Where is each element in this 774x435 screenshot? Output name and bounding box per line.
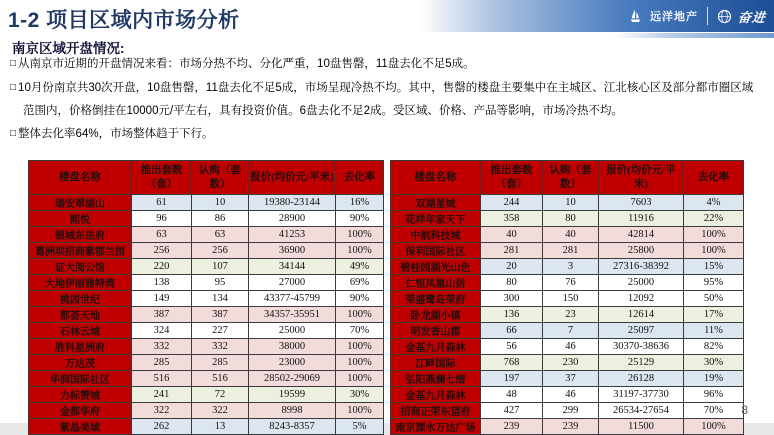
table-row [391,339,744,355]
units-purchased-cell: 80 [543,211,599,227]
units-offered-cell: 516 [132,371,192,387]
sail-logo-icon [627,8,644,25]
units-offered-cell: 20 [481,259,543,275]
section-heading: 南京区域开盘情况: [12,41,125,56]
bullet-item [10,53,758,77]
project-name-cell: 双湖星城 [391,195,481,211]
column-header: 报价(均价元/平米) [249,161,336,195]
units-offered-cell: 358 [481,211,543,227]
absorption-rate-cell: 100% [684,243,744,259]
column-header: 去化率 [336,161,384,195]
units-purchased-cell: 332 [192,339,249,355]
table-row [391,387,744,403]
asking-price-cell: 31197-37730 [599,387,684,403]
asking-price-cell: 23000 [249,355,336,371]
project-name-cell: 南京溧水万达广场 [391,419,481,435]
project-name-cell: 都荟天地 [29,307,132,323]
absorption-rate-cell: 96% [684,387,744,403]
units-offered-cell: 61 [132,195,192,211]
project-name-cell: 华润国际社区 [29,371,132,387]
absorption-rate-cell: 15% [684,259,744,275]
absorption-rate-cell: 100% [336,355,384,371]
units-purchased-cell: 76 [543,275,599,291]
table-row [29,211,384,227]
project-name-cell: 金基九月森林 [391,387,481,403]
units-purchased-cell: 227 [192,323,249,339]
asking-price-cell: 28502-29069 [249,371,336,387]
absorption-rate-cell: 95% [684,275,744,291]
column-header: 推出套数（套） [132,161,192,195]
asking-price-cell: 36900 [249,243,336,259]
bullet-square-icon: □ [10,81,17,93]
project-name-cell: 中航科技城 [391,227,481,243]
absorption-rate-cell: 100% [336,403,384,419]
units-purchased-cell: 516 [192,371,249,387]
units-offered-cell: 768 [481,355,543,371]
project-name-cell: 保利国际社区 [391,243,481,259]
asking-price-cell: 38000 [249,339,336,355]
units-purchased-cell: 134 [192,291,249,307]
units-purchased-cell: 107 [192,259,249,275]
brand-slogan: 奋进 [737,9,767,25]
table-row [391,307,744,323]
units-offered-cell: 138 [132,275,192,291]
table-row [29,307,384,323]
absorption-rate-cell: 90% [336,291,384,307]
table-row [29,371,384,387]
units-purchased-cell: 7 [543,323,599,339]
asking-price-cell: 43377-45799 [249,291,336,307]
header-brand-band [420,0,774,32]
project-name-cell: 葛洲坝招商紫郡兰园 [29,243,132,259]
units-offered-cell: 239 [481,419,543,435]
units-purchased-cell: 10 [192,195,249,211]
project-name-cell: 招商正荣东望府 [391,403,481,419]
units-purchased-cell: 10 [543,195,599,211]
units-offered-cell: 66 [481,323,543,339]
table-row [29,243,384,259]
asking-price-cell: 12092 [599,291,684,307]
project-name-cell: 明发香山郡 [391,323,481,339]
units-purchased-cell: 230 [543,355,599,371]
bullet-text: 10月份南京共30次开盘，10盘售罄，11盘去化不足5成，市场呈现冷热不均。其中，售罄的楼盘主要集中在主城区、江北核心区及部分都市圈区域范围内，价格倒挂在10000元/平左右，具有投资价值。6盘去化不足2成。受区域、价格、产品等影响，市场冷热不均。 [18,81,754,117]
units-offered-cell: 56 [481,339,543,355]
table-row [29,323,384,339]
units-offered-cell: 256 [132,243,192,259]
project-name-cell: 熙悦 [29,211,132,227]
column-header: 推出套数（套） [481,161,543,195]
project-name-cell: 力标赞城 [29,387,132,403]
project-name-cell: 证大阅公馆 [29,259,132,275]
header-row [29,161,384,195]
table-row [391,419,744,435]
units-purchased-cell: 46 [543,339,599,355]
units-offered-cell: 40 [481,227,543,243]
project-name-cell: 万达茂 [29,355,132,371]
table-row [29,291,384,307]
left-market-table [28,160,384,435]
absorption-rate-cell: 4% [684,195,744,211]
asking-price-cell: 41253 [249,227,336,243]
table-row [391,195,744,211]
absorption-rate-cell: 100% [336,339,384,355]
asking-price-cell: 25097 [599,323,684,339]
units-purchased-cell: 13 [192,419,249,435]
units-offered-cell: 96 [132,211,192,227]
bullet-list [10,53,758,146]
absorption-rate-cell: 50% [684,291,744,307]
units-purchased-cell: 46 [543,387,599,403]
project-name-cell: 桃园世纪 [29,291,132,307]
units-offered-cell: 262 [132,419,192,435]
absorption-rate-cell: 100% [684,419,744,435]
units-purchased-cell: 150 [543,291,599,307]
project-name-cell: 胜科星洲府 [29,339,132,355]
absorption-rate-cell: 100% [684,227,744,243]
brand-company-name: 远洋地产 [649,11,698,23]
project-name-cell: 瑞安翠湖山 [29,195,132,211]
table-row [391,211,744,227]
units-purchased-cell: 3 [543,259,599,275]
bullet-square-icon: □ [10,58,17,69]
page-number: 8 [741,403,748,417]
units-purchased-cell: 239 [543,419,599,435]
units-offered-cell: 149 [132,291,192,307]
table-row [391,259,744,275]
asking-price-cell: 27000 [249,275,336,291]
absorption-rate-cell: 100% [336,243,384,259]
units-purchased-cell: 40 [543,227,599,243]
table-row [29,403,384,419]
column-header: 去化率 [684,161,744,195]
project-name-cell: 紫晶美域 [29,419,132,435]
units-offered-cell: 332 [132,339,192,355]
asking-price-cell: 11500 [599,419,684,435]
table-row [29,339,384,355]
asking-price-cell: 25000 [249,323,336,339]
page-title: 1-2 项目区域内市场分析 [8,9,240,32]
asking-price-cell: 30370-38636 [599,339,684,355]
table-row [391,243,744,259]
bullet-text: 从南京市近期的开盘情况来看：市场分热不均、分化严重，10盘售罄，11盘去化不足5成。 [18,58,475,70]
asking-price-cell: 34144 [249,259,336,275]
absorption-rate-cell: 11% [684,323,744,339]
table-row [391,291,744,307]
table-row [391,275,744,291]
units-purchased-cell: 322 [192,403,249,419]
absorption-rate-cell: 82% [684,339,744,355]
units-offered-cell: 63 [132,227,192,243]
units-offered-cell: 244 [481,195,543,211]
absorption-rate-cell: 16% [336,195,384,211]
absorption-rate-cell: 49% [336,259,384,275]
units-offered-cell: 322 [132,403,192,419]
units-offered-cell: 197 [481,371,543,387]
asking-price-cell: 28900 [249,211,336,227]
project-name-cell: 金基九月森林 [391,339,481,355]
header-row [391,161,744,195]
project-name-cell: 碧桂园湖光山色 [391,259,481,275]
units-offered-cell: 427 [481,403,543,419]
units-offered-cell: 136 [481,307,543,323]
asking-price-cell: 19380-23144 [249,195,336,211]
asking-price-cell: 34357-35951 [249,307,336,323]
units-purchased-cell: 23 [543,307,599,323]
asking-price-cell: 27316-38392 [599,259,684,275]
units-purchased-cell: 387 [192,307,249,323]
asking-price-cell: 7603 [599,195,684,211]
column-header: 认购（套数） [192,161,249,195]
table-row [391,403,744,419]
table-row [391,227,744,243]
absorption-rate-cell: 100% [336,227,384,243]
column-header: 楼盘名称 [391,161,481,195]
brand-divider [707,7,708,25]
project-name-cell: 金都华府 [29,403,132,419]
asking-price-cell: 8243-8357 [249,419,336,435]
units-offered-cell: 285 [132,355,192,371]
project-name-cell: 仁恒凤凰山居 [391,275,481,291]
units-purchased-cell: 299 [543,403,599,419]
absorption-rate-cell: 70% [336,323,384,339]
table-row [29,387,384,403]
table-row [29,227,384,243]
table-row [391,355,744,371]
project-name-cell: 花样年家天下 [391,211,481,227]
table-row [391,371,744,387]
absorption-rate-cell: 22% [684,211,744,227]
project-name-cell: 荣盛鹭岛荣府 [391,291,481,307]
asking-price-cell: 11916 [599,211,684,227]
units-purchased-cell: 72 [192,387,249,403]
table-row [391,323,744,339]
units-offered-cell: 48 [481,387,543,403]
absorption-rate-cell: 30% [336,387,384,403]
absorption-rate-cell: 100% [336,307,384,323]
project-name-cell: 卧龙湖小镇 [391,307,481,323]
header-band-strip [614,33,774,38]
units-offered-cell: 220 [132,259,192,275]
asking-price-cell: 19599 [249,387,336,403]
table-row [29,195,384,211]
absorption-rate-cell: 69% [336,275,384,291]
absorption-rate-cell: 100% [336,371,384,387]
absorption-rate-cell: 90% [336,211,384,227]
project-name-cell: 江畔国际 [391,355,481,371]
asking-price-cell: 26534-27654 [599,403,684,419]
asking-price-cell: 25000 [599,275,684,291]
units-purchased-cell: 285 [192,355,249,371]
table-row [29,259,384,275]
units-offered-cell: 80 [481,275,543,291]
absorption-rate-cell: 17% [684,307,744,323]
units-offered-cell: 281 [481,243,543,259]
bullet-square-icon: □ [10,127,17,139]
units-offered-cell: 387 [132,307,192,323]
units-offered-cell: 324 [132,323,192,339]
table-row [29,275,384,291]
asking-price-cell: 25129 [599,355,684,371]
asking-price-cell: 12614 [599,307,684,323]
absorption-rate-cell: 19% [684,371,744,387]
bullet-text: 整体去化率64%，市场整体趋于下行。 [18,127,214,140]
units-purchased-cell: 37 [543,371,599,387]
right-market-table [390,160,744,435]
units-purchased-cell: 86 [192,211,249,227]
absorption-rate-cell: 30% [684,355,744,371]
column-header: 楼盘名称 [29,161,132,195]
asking-price-cell: 25800 [599,243,684,259]
table-row [29,419,384,435]
project-name-cell: 石林云城 [29,323,132,339]
table-row [29,355,384,371]
asking-price-cell: 42814 [599,227,684,243]
bullet-item [10,77,758,123]
asking-price-cell: 8998 [249,403,336,419]
project-name-cell: 银城东岳府 [29,227,132,243]
units-purchased-cell: 281 [543,243,599,259]
units-purchased-cell: 95 [192,275,249,291]
project-name-cell: 大地伊丽雅特湾 [29,275,132,291]
units-offered-cell: 241 [132,387,192,403]
units-purchased-cell: 63 [192,227,249,243]
absorption-rate-cell: 5% [336,419,384,435]
asking-price-cell: 26128 [599,371,684,387]
absorption-rate-cell: 70% [684,403,744,419]
column-header: 认购（套数） [543,161,599,195]
globe-logo-icon [717,9,732,24]
units-offered-cell: 300 [481,291,543,307]
project-name-cell: 弘阳燕澜七缙 [391,371,481,387]
units-purchased-cell: 256 [192,243,249,259]
bullet-item [10,123,758,147]
column-header: 报价(均价元/平米) [599,161,684,195]
